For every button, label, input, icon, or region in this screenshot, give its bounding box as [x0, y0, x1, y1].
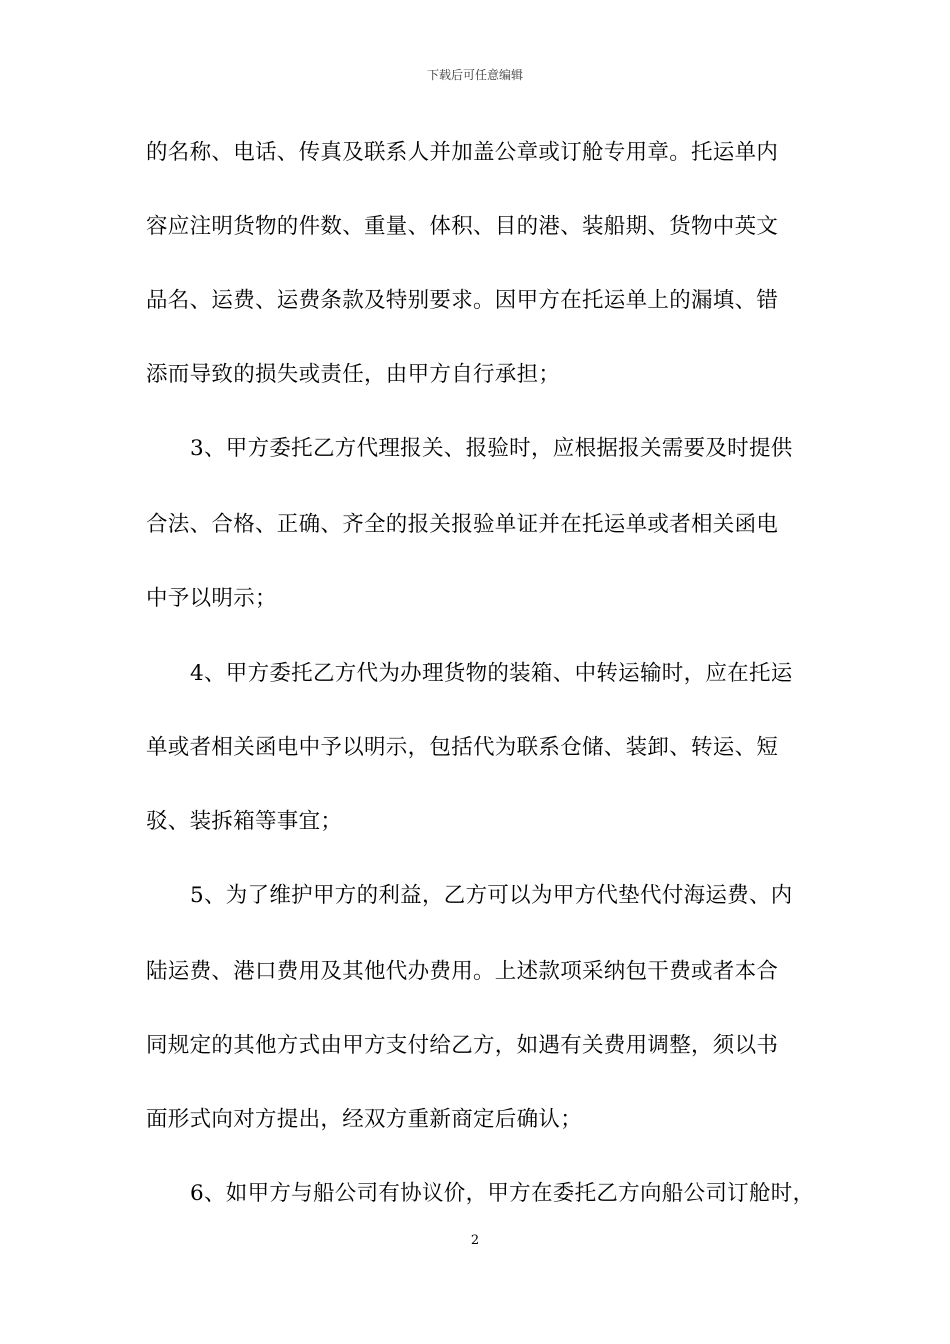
header-note: 下载后可任意编辑 [426, 68, 523, 82]
text-line: 6、如甲方与船公司有协议价，甲方在委托乙方向船公司订舱时， [190, 1181, 815, 1206]
text-line: 单或者相关函电中予以明示，包括代为联系仓储、装卸、转运、短 [146, 735, 779, 760]
text-line: 容应注明货物的件数、重量、体积、目的港、装船期、货物中英文 [146, 214, 779, 239]
text-line: 添而导致的损失或责任，由甲方自行承担； [146, 362, 561, 387]
text-line: 的名称、电话、传真及联系人并加盖公章或订舱专用章。托运单内 [146, 140, 779, 165]
text-line: 4、甲方委托乙方代为办理货物的装箱、中转运输时，应在托运 [190, 661, 793, 686]
text-line: 同规定的其他方式由甲方支付给乙方，如遇有关费用调整，须以书 [146, 1033, 779, 1058]
text-line: 3、甲方委托乙方代理报关、报验时，应根据报关需要及时提供 [190, 436, 793, 461]
text-line: 品名、运费、运费条款及特别要求。因甲方在托运单上的漏填、错 [146, 288, 779, 313]
text-line: 陆运费、港口费用及其他代办费用。上述款项采纳包干费或者本合 [146, 959, 779, 984]
text-line: 驳、装拆箱等事宜； [146, 809, 343, 834]
page-number: 2 [470, 1233, 480, 1248]
text-line: 中予以明示； [146, 586, 277, 611]
text-line: 合法、合格、正确、齐全的报关报验单证并在托运单或者相关函电 [146, 512, 779, 537]
text-line: 面形式向对方提出，经双方重新商定后确认； [146, 1107, 583, 1132]
text-line: 5、为了维护甲方的利益，乙方可以为甲方代垫代付海运费、内 [190, 883, 793, 908]
